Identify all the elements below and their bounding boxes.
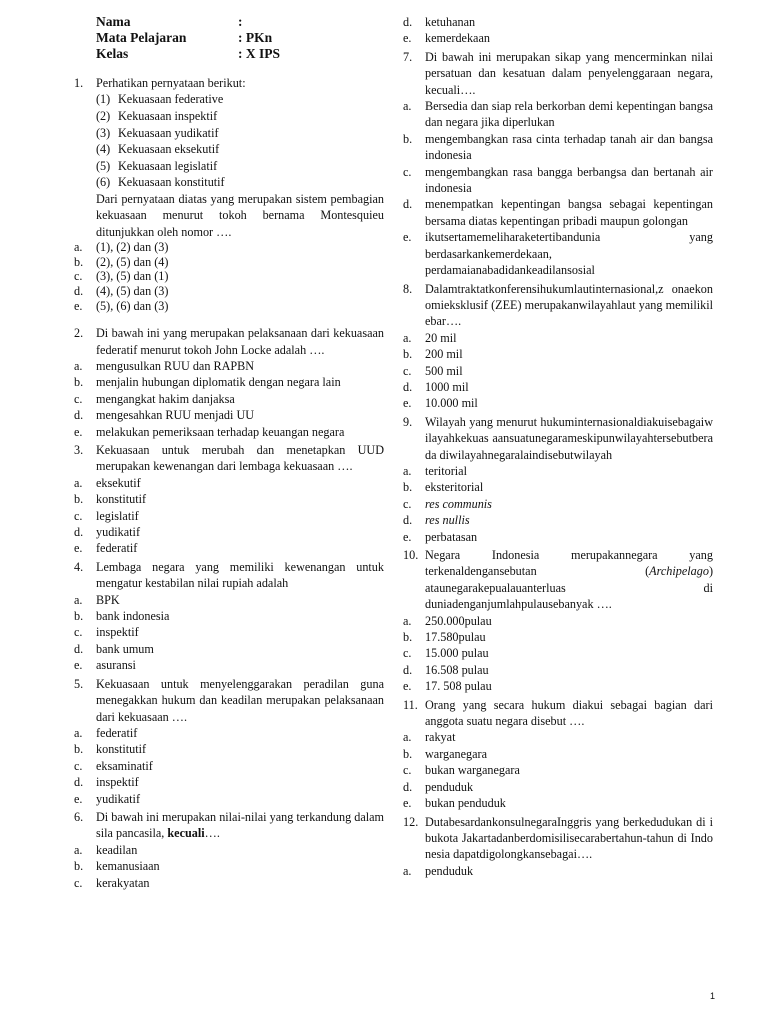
option-text: bank umum: [96, 641, 154, 656]
option-b: [74, 255, 384, 270]
option-text: kemanusiaan: [96, 859, 160, 874]
option-a: [74, 842, 384, 858]
header-label: Nama: [96, 14, 131, 29]
option-text: penduduk: [425, 863, 474, 878]
option-text: bukan warganegara: [425, 763, 520, 778]
option-letter: c.: [74, 269, 83, 284]
statement-item: [96, 125, 384, 142]
option-letter: e.: [403, 396, 412, 411]
question-text-bold: kecuali: [167, 826, 205, 841]
question-text: [425, 547, 713, 613]
statement-item: [96, 141, 384, 158]
option-c: [403, 645, 713, 661]
option-letter: e.: [403, 796, 412, 811]
question-8: [403, 281, 713, 412]
question-6: [74, 809, 384, 891]
option-b: [403, 479, 713, 495]
option-d: [403, 512, 713, 528]
option-a: [74, 358, 384, 374]
option-text: eksaminatif: [96, 758, 153, 773]
header-label: Kelas: [96, 46, 129, 61]
question-number: 11.: [403, 697, 418, 712]
option-letter: e.: [74, 541, 83, 556]
option-letter: b.: [74, 859, 84, 874]
question-text: [96, 809, 384, 842]
option-letter: a.: [403, 863, 412, 878]
question-text-part: ) ataunegarakepualauanterluas di duniadenganjumlahpulausebanyak ….: [425, 564, 713, 612]
right-column: [403, 14, 713, 881]
option-text: 500 mil: [425, 363, 463, 378]
option-text: mengesahkan RUU menjadi UU: [96, 408, 255, 423]
option-letter: d.: [74, 525, 84, 540]
option-c: [74, 508, 384, 524]
question-number: 12.: [403, 814, 419, 829]
option-letter: e.: [74, 658, 83, 673]
option-letter: b.: [403, 630, 413, 645]
option-letter: b.: [403, 746, 413, 761]
option-letter: a.: [403, 99, 412, 114]
option-letter: a.: [74, 592, 83, 607]
option-a: [403, 863, 713, 879]
question-text-part: Di bawah ini merupakan nilai-nilai yang terkandung dalam sila pancasila,: [96, 809, 385, 841]
question-text: Dalamtraktatkonferensihukumlautinternasional,z onaekonomieksklusif (ZEE) merupakanwilayahlaut yang memilikilebar….: [425, 281, 713, 329]
option-e: [74, 791, 384, 807]
option-letter: a.: [403, 730, 412, 745]
question-number: 3.: [74, 443, 84, 457]
option-text: Bersedia dan siap rela berkorban demi kepentingan bangsa dan negara jika diperlukan: [425, 99, 713, 130]
option-d: [74, 524, 384, 540]
option-letter: b.: [74, 254, 84, 269]
option-text: 250.000pulau: [425, 613, 492, 628]
page-number: 1: [710, 991, 716, 1001]
question-intro: Perhatikan pernyataan berikut:: [96, 76, 246, 90]
statement-item: [96, 108, 384, 125]
option-b: [403, 629, 713, 645]
option-a: [403, 613, 713, 629]
option-text: bukan penduduk: [425, 796, 506, 811]
statement-number: (1): [96, 92, 111, 107]
option-d: [74, 641, 384, 657]
option-b: [74, 491, 384, 507]
question-text: Wilayah yang menurut hukuminternasionaldiakuisebagaiwilayahkekuas aansuatunegarameskipunwilayahtersebutberada diwilayahnegaralaindisebutwilayah: [425, 414, 713, 462]
option-text: (5), (6) dan (3): [96, 298, 169, 313]
option-e: [403, 395, 713, 411]
option-letter: d.: [74, 641, 84, 656]
option-text: ketuhanan: [425, 15, 476, 29]
option-text: inspektif: [96, 625, 139, 640]
option-text: 1000 mil: [425, 379, 469, 394]
option-letter: a.: [74, 475, 83, 490]
option-letter: b.: [74, 492, 84, 507]
option-text: 17. 508 pulau: [425, 679, 492, 694]
option-d: [403, 379, 713, 395]
option-b: [74, 858, 384, 874]
option-text: keadilan: [96, 842, 138, 857]
option-d: [403, 662, 713, 678]
option-letter: b.: [74, 742, 84, 757]
option-text: legislatif: [96, 508, 139, 523]
question-10: [403, 547, 713, 695]
option-text: mengembangkan rasa cinta terhadap tanah air dan bangsa indonesia: [425, 131, 713, 163]
statement-item: [96, 158, 384, 175]
option-letter: c.: [74, 391, 83, 406]
option-letter: a.: [74, 358, 83, 373]
option-a: [74, 240, 384, 255]
option-e: [74, 424, 384, 440]
option-text: 200 mil: [425, 347, 463, 362]
statement-number: (4): [96, 142, 111, 157]
question-text: Dari pernyataan diatas yang merupakan sistem pembagian kekuasaan menurut tokoh bernama Montesquieu ditunjukkan oleh nomor ….: [96, 191, 384, 239]
option-letter: d.: [403, 662, 413, 677]
option-c: [74, 391, 384, 407]
option-letter: d.: [74, 408, 84, 423]
question-number: 9.: [403, 414, 413, 429]
option-d: [74, 407, 384, 423]
option-letter: b.: [74, 375, 84, 390]
option-e: [74, 299, 384, 314]
student-header: [74, 14, 384, 62]
option-letter: e.: [403, 679, 412, 694]
option-c: [74, 875, 384, 891]
option-text: asuransi: [96, 658, 136, 673]
option-letter: c.: [403, 363, 412, 378]
question-number: 7.: [403, 49, 413, 64]
option-letter: b.: [403, 347, 413, 362]
option-b: [74, 608, 384, 624]
option-text: 10.000 mil: [425, 396, 478, 411]
option-c: [74, 269, 384, 284]
option-text: mengembangkan rasa bangga berbangsa dan bertanah air indonesia: [425, 164, 713, 196]
option-text: 17.580pulau: [425, 630, 486, 645]
option-text: mengusulkan RUU dan RAPBN: [96, 358, 255, 373]
option-text: eksekutif: [96, 475, 141, 490]
option-letter: e.: [403, 230, 412, 245]
option-a: [403, 98, 713, 131]
header-label: Mata Pelajaran: [96, 30, 187, 45]
option-text: inspektif: [96, 775, 139, 790]
option-letter: c.: [403, 496, 412, 511]
option-letter: d.: [403, 779, 413, 794]
option-d: [403, 14, 713, 30]
option-text: (1), (2) dan (3): [96, 240, 169, 255]
option-text: konstitutif: [96, 742, 147, 757]
option-letter: d.: [403, 197, 413, 212]
header-value: : X IPS: [238, 46, 281, 61]
option-e: [403, 795, 713, 811]
option-letter: a.: [74, 842, 83, 857]
option-text: yudikatif: [96, 525, 141, 540]
question-9: [403, 414, 713, 545]
question-12: [403, 814, 713, 880]
option-text: mengangkat hakim danjaksa: [96, 391, 235, 406]
option-letter: c.: [403, 646, 412, 661]
option-letter: c.: [74, 508, 83, 523]
option-text: konstitutif: [96, 492, 147, 507]
option-e: [403, 529, 713, 545]
option-c: [74, 758, 384, 774]
option-letter: d.: [74, 775, 84, 790]
question-number: 10.: [403, 548, 419, 562]
option-letter: c.: [403, 763, 412, 778]
option-letter: e.: [74, 298, 83, 313]
question-text: Orang yang secara hukum diakui sebagai bagian dari anggota suatu negara disebut ….: [425, 697, 713, 729]
option-c: [403, 496, 713, 512]
statement-number: (2): [96, 109, 111, 123]
option-d: [74, 774, 384, 790]
statement-text: Kekuasaan federative: [118, 92, 224, 107]
question-text-italic: Archipelago: [649, 564, 709, 579]
option-text: kemerdekaan: [425, 31, 490, 46]
option-text: bank indonesia: [96, 609, 170, 624]
option-text: BPK: [96, 592, 120, 607]
option-text: teritorial: [425, 463, 467, 478]
question-number: 5.: [74, 676, 84, 691]
option-e: [74, 657, 384, 673]
statement-number: (5): [96, 158, 111, 173]
option-letter: a.: [74, 725, 83, 740]
question-text: DutabesardankonsulnegaraInggris yang berkedudukan di ibukota Jakartadanberdomisilisecarabertahun-tahun di Indonesia dapatdigolongkansebagai….: [425, 814, 713, 862]
question-text: Lembaga negara yang memiliki kewenangan untuk mengatur kestabilan nilai rupiah adalah: [96, 559, 384, 591]
option-d: [403, 196, 713, 229]
option-letter: a.: [74, 240, 83, 255]
option-letter: c.: [74, 758, 83, 773]
option-text: perbatasan: [425, 529, 478, 544]
option-text: (3), (5) dan (1): [96, 269, 169, 284]
question-11: [403, 697, 713, 812]
header-row-nama: [74, 14, 384, 30]
option-letter: b.: [74, 609, 84, 624]
statement-text: Kekuasaan eksekutif: [118, 142, 220, 157]
statement-number: (3): [96, 125, 111, 140]
statement-text: Kekuasaan inspektif: [118, 109, 218, 123]
question-text-part: ….: [204, 826, 220, 841]
option-letter: c.: [403, 164, 412, 179]
option-letter: d.: [403, 379, 413, 394]
option-text: ikutsertamemeliharaketertibandunia yang berdasarkankemerdekaan, perdamaianabadidankeadilansosial: [425, 230, 713, 278]
option-d: [74, 284, 384, 299]
option-c: [403, 762, 713, 778]
question-6-continued: [403, 14, 713, 47]
question-number: 8.: [403, 281, 413, 296]
option-text: menjalin hubungan diplomatik dengan negara lain: [96, 375, 341, 390]
option-e: [403, 30, 713, 46]
statement-item: [96, 91, 384, 108]
option-a: [74, 475, 384, 491]
option-a: [74, 592, 384, 608]
option-b: [74, 374, 384, 390]
question-number: 1.: [74, 76, 84, 90]
option-c: [74, 624, 384, 640]
option-text: warganegara: [425, 746, 488, 761]
question-number: 2.: [74, 326, 84, 341]
header-row-kelas: [74, 46, 384, 62]
statement-text: Kekuasaan konstitutif: [118, 175, 225, 190]
option-text: kerakyatan: [96, 875, 150, 890]
option-a: [403, 330, 713, 346]
question-text: Kekuasaan untuk menyelenggarakan peradilan guna menegakkan hukum dan keadilan merupakan pelaksanaan dari kekuasaan ….: [96, 676, 384, 724]
option-letter: e.: [403, 31, 412, 46]
option-letter: d.: [74, 283, 84, 298]
option-b: [403, 746, 713, 762]
header-row-mata-pelajaran: [74, 30, 384, 46]
option-letter: a.: [403, 330, 412, 345]
option-letter: c.: [74, 625, 83, 640]
option-text: (4), (5) dan (3): [96, 283, 169, 298]
option-text: melakukan pemeriksaan terhadap keuangan negara: [96, 424, 345, 439]
option-text: federatif: [96, 541, 138, 556]
option-letter: b.: [403, 480, 413, 495]
option-letter: d.: [403, 15, 413, 29]
option-c: [403, 363, 713, 379]
option-letter: b.: [403, 131, 413, 146]
option-letter: a.: [403, 463, 412, 478]
option-text: res communis: [425, 496, 492, 511]
option-a: [403, 729, 713, 745]
option-letter: e.: [74, 424, 83, 439]
header-value: :: [238, 14, 243, 29]
option-letter: d.: [403, 513, 413, 528]
option-text: federatif: [96, 725, 138, 740]
question-number: 4.: [74, 559, 84, 574]
option-letter: e.: [74, 791, 83, 806]
question-text: Di bawah ini merupakan sikap yang mencerminkan nilai persatuan dan kesatuan dalam penyelenggaraan negara, kecuali….: [425, 49, 713, 97]
option-text: 20 mil: [425, 330, 457, 345]
question-3: [74, 442, 384, 557]
option-b: [74, 741, 384, 757]
option-b: [403, 131, 713, 164]
option-text: 15.000 pulau: [425, 646, 489, 661]
option-e: [74, 540, 384, 556]
option-text: eksteritorial: [425, 480, 484, 495]
option-text: yudikatif: [96, 791, 141, 806]
question-4: [74, 559, 384, 674]
option-text: res nullis: [425, 513, 470, 528]
option-b: [403, 346, 713, 362]
option-d: [403, 779, 713, 795]
option-letter: c.: [74, 875, 83, 890]
question-text: Di bawah ini yang merupakan pelaksanaan dari kekuasaan federatif menurut tokoh John Locke adalah ….: [96, 326, 384, 357]
statement-text: Kekuasaan legislatif: [118, 158, 218, 173]
option-text: penduduk: [425, 779, 474, 794]
statement-number: (6): [96, 175, 111, 190]
option-text: rakyat: [425, 730, 456, 745]
option-text: (2), (5) dan (4): [96, 254, 169, 269]
option-e: [403, 229, 713, 278]
left-column: [74, 14, 384, 893]
option-text: menempatkan kepentingan bangsa sebagai kepentingan bersama diatas kepentingan pribadi maupun golongan: [425, 197, 713, 228]
statement-text: Kekuasaan yudikatif: [118, 125, 219, 140]
option-e: [403, 678, 713, 694]
option-letter: a.: [403, 613, 412, 628]
question-1: [74, 75, 384, 313]
question-2: [74, 325, 384, 440]
option-a: [74, 725, 384, 741]
option-a: [403, 463, 713, 479]
header-value: : PKn: [238, 30, 273, 45]
question-7: [403, 49, 713, 279]
question-number: 6.: [74, 809, 84, 824]
question-text-part: Negara Indonesia merupakannegara yang terkenaldengansebutan (: [425, 548, 713, 579]
statement-item: [96, 174, 384, 191]
question-text: Kekuasaan untuk merubah dan menetapkan UUD merupakan kewenangan dari lembaga kekuasaan ….: [96, 443, 384, 474]
option-letter: e.: [403, 529, 412, 544]
option-text: 16.508 pulau: [425, 662, 489, 677]
option-c: [403, 164, 713, 197]
question-5: [74, 676, 384, 807]
